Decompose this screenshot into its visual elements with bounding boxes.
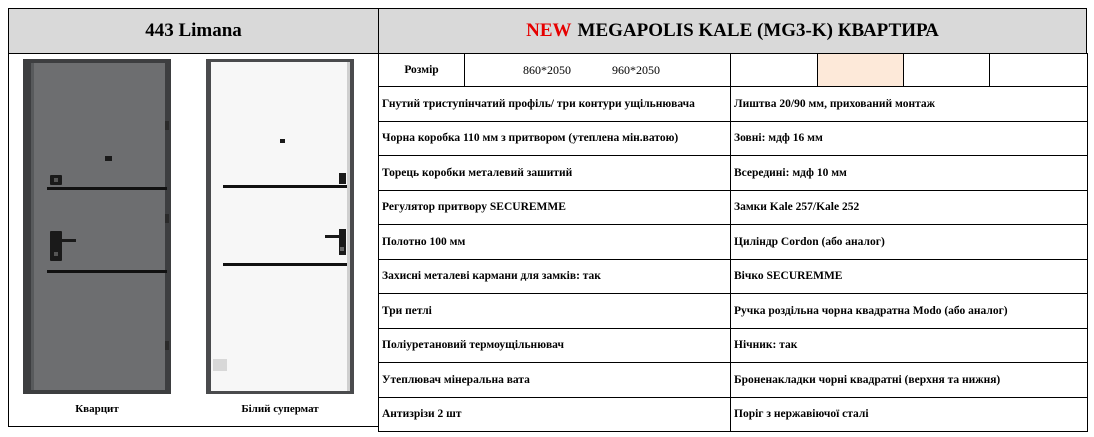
door-leaf-edge [31,63,34,390]
door-image-kvartsyt [23,59,171,394]
spec-left-cell: Три петлі [379,294,731,329]
decor-stripe [223,263,347,266]
size-row [379,54,1088,87]
spec-right-cell: Вічко SECUREMME [731,259,1088,294]
size-swatch-empty [904,54,990,87]
size-label: Розмір [379,54,465,87]
spec-left-cell: Утеплювач мінеральна вата [379,363,731,398]
door-caption-kvartsyt: Кварцит [75,403,119,415]
spec-row [379,190,1088,225]
spec-row [379,397,1088,432]
spec-right-cell: Всередині: мдф 10 мм [731,156,1088,191]
door-image-white [206,59,354,394]
hinge [165,214,169,223]
spec-row [379,87,1088,122]
spec-right-cell: Поріг з нержавіючої сталі [731,397,1088,432]
door-images-panel [8,53,379,427]
hinge [165,121,169,130]
spec-row [379,294,1088,329]
hinge [165,341,169,350]
size-swatch-empty [731,54,818,87]
door-white-drawing [206,59,354,394]
spec-right-cell: Циліндр Cordon (або аналог) [731,225,1088,260]
door-leaf [31,63,165,390]
model-name-header [8,8,379,54]
door-handle [325,235,341,238]
door-caption-white: Білий супермат [241,403,319,415]
new-badge: NEW [526,20,572,41]
decor-stripe [47,270,167,273]
door-handle [56,239,76,242]
spec-row [379,259,1088,294]
size-swatch-empty [990,54,1088,87]
spec-left-cell: Регулятор притвору SECUREMME [379,190,731,225]
spec-left-cell: Гнутий триступінчатий профіль/ три контури ущільнювача [379,87,731,122]
spec-row [379,225,1088,260]
spec-row [379,363,1088,398]
model-name: 443 Limana [145,20,242,41]
spec-row [379,121,1088,156]
peephole [280,139,285,143]
spec-right-cell: Нічник: так [731,328,1088,363]
lock-plate-lower [339,229,346,255]
size-swatch-peach [818,54,904,87]
spec-right-cell: Броненакладки чорні квадратні (верхня та нижня) [731,363,1088,398]
size-value-960: 960*2050 [612,62,660,77]
door-leaf-edge [347,62,350,391]
door-leaf [211,62,347,391]
spec-right-cell: Лиштва 20/90 мм, прихований монтаж [731,87,1088,122]
size-values [465,54,731,87]
door-kvartsyt-drawing [23,59,171,394]
spec-table [378,53,1088,432]
spec-left-cell: Захисні металеві кармани для замків: так [379,259,731,294]
spec-right-cell: Замки Kale 257/Kale 252 [731,190,1088,225]
label-sticker [213,359,227,371]
lock-plate-lower [50,231,62,261]
series-header [378,8,1087,54]
peephole [105,156,112,161]
cylinder-upper [54,178,58,182]
spec-left-cell: Полотно 100 мм [379,225,731,260]
lock-plate-upper [339,173,346,184]
spec-left-cell: Торець коробки металевий зашитий [379,156,731,191]
spec-right-cell: Ручка роздільна чорна квадратна Modo (або аналог) [731,294,1088,329]
cylinder-lower [340,247,344,251]
spec-right-cell: Зовні: мдф 16 мм [731,121,1088,156]
size-value-860: 860*2050 [523,62,571,77]
spec-left-cell: Поліуретановий термоущільнювач [379,328,731,363]
spec-row [379,328,1088,363]
series-title: MEGAPOLIS KALE (MG3-K) КВАРТИРА [577,20,939,41]
cylinder-lower [54,252,58,256]
spec-row [379,156,1088,191]
spec-left-cell: Антизрізи 2 шт [379,397,731,432]
decor-stripe [223,185,347,188]
decor-stripe [47,187,167,190]
spec-left-cell: Чорна коробка 110 мм з притвором (утеплена мін.ватою) [379,121,731,156]
